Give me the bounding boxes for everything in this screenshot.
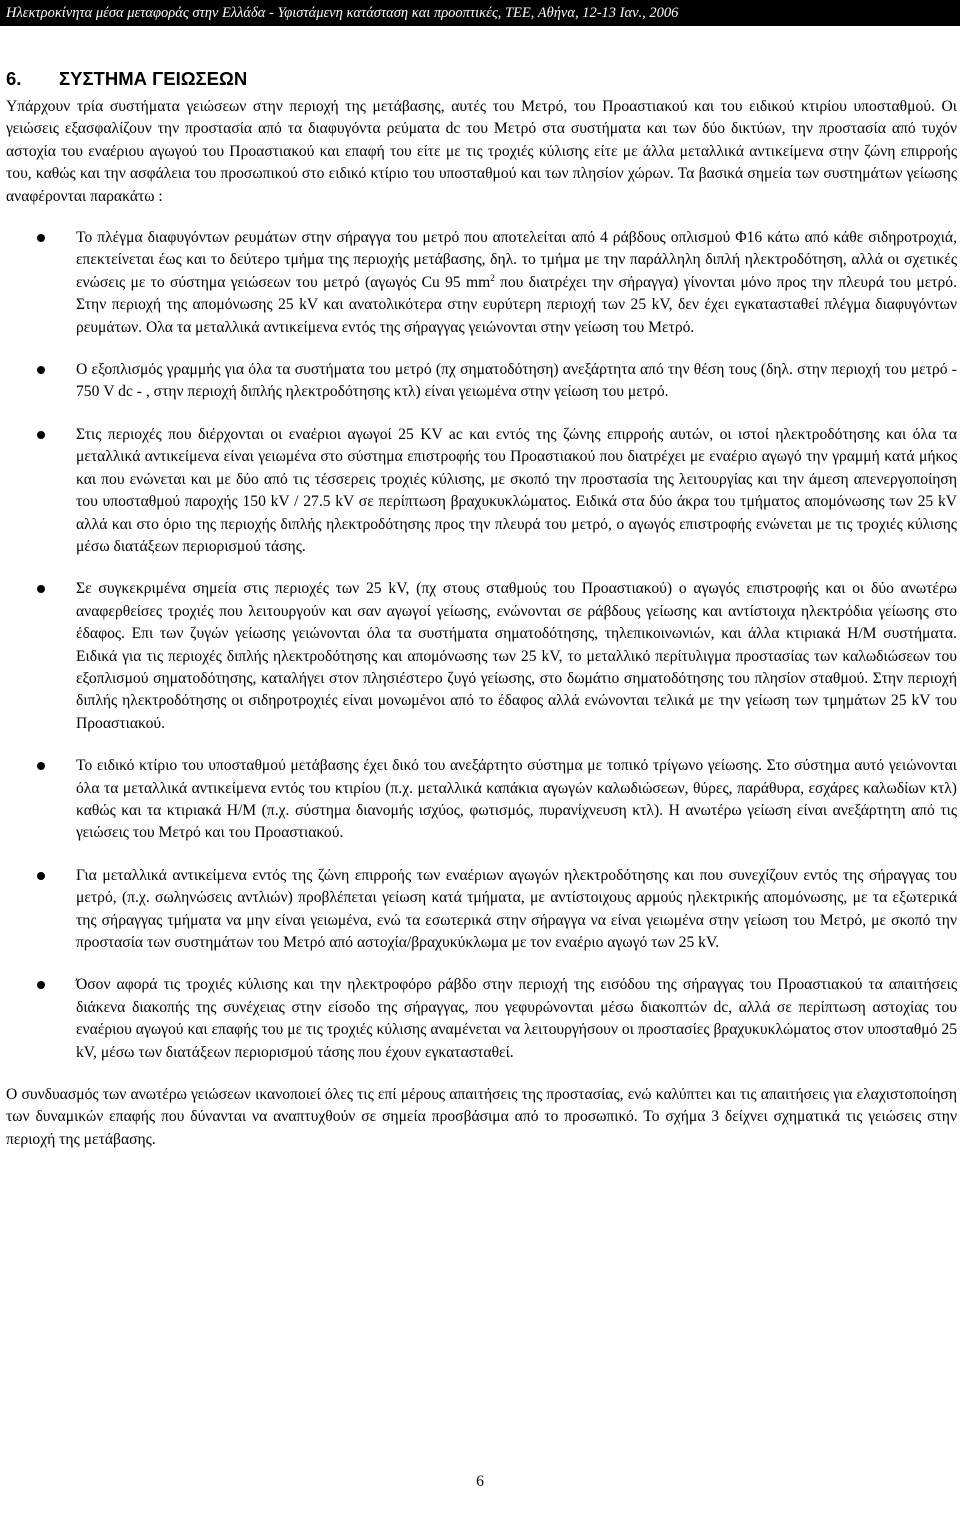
bullet-dot-icon <box>37 872 45 880</box>
bullet-text: Στις περιοχές που διέρχονται οι εναέριοι αγωγοί 25 KV ac και εντός της ζώνης επιρροής αυτών, οι ιστοί ηλεκτροδότησης και όλα τα μεταλλικά αντικείμενα είναι γειωμένα στο σύστημα επιστροφής του Προαστιακού που διατρέχει με εναέριο αγωγό την γραμμή κατά μήκος και που ενώνεται και με δύο από τις τέσσερεις τροχιές κύλισης, με σκοπό την προστασία της λειτουργίας και την άμεση απενεργοποίηση του υποσταθμού παροχής 150 kV / 27.5 kV σε περίπτωση βραχυκυκλώματος. Ειδικά στα δύο άκρα του τμήματος απομόνωσης των 25 kV αλλά και στο όριο της περιοχής διπλής ηλεκτροδότησης προς την πλευρά του μετρό, ο αγωγός επιστροφής ενώνεται με τις τροχιές κύλισης μέσω διατάξεων περιορισμού τάσης. <box>76 425 957 555</box>
bullet-list <box>6 227 957 1064</box>
page-number: 6 <box>476 1473 484 1490</box>
bullet-dot-icon <box>37 431 45 439</box>
closing-paragraph: Ο συνδυασμός των ανωτέρω γειώσεων ικανοποιεί όλες τις επί μέρους απαιτήσεις της προστασίας, ενώ καλύπτει και τις απαιτήσεις για ελαχιστοποίηση των δυναμικών επαφής που δύνανται να αναπτυχθούν σε σημεία προσβάσιμα από το προσωπικό. Το σχήμα 3 δείχνει σχηματικά τις γειώσεις στην περιοχή της μετάβασης. <box>6 1086 957 1148</box>
bullet-dot-icon <box>37 585 45 593</box>
bullet-item <box>6 578 957 735</box>
intro-paragraph: Υπάρχουν τρία συστήματα γειώσεων στην περιοχή της μετάβασης, αυτές του Μετρό, του Προαστιακού και του ειδικού κτιρίου υποσταθμού. Οι γειώσεις εξασφαλίζουν την προστασία από τα διαφυγόντα ρεύματα dc του Μετρό στα συστήματα και των δύο δικτύων, την προστασία από τυχόν αστοχία του εναέριου αγωγού του Προαστιακού και επαφή του είτε με τις τροχιές κύλισης είτε με άλλα μεταλλικά αντικείμενα στην ζώνη επιρροής του, καθώς και την ασφάλεια του προσωπικού στο ειδικό κτίριο του υποσταθμού και των πλησίον χώρων. Τα βασικά σημεία των συστημάτων γείωσης αναφέρονται παρακάτω : <box>6 98 957 205</box>
bullet-text: Σε συγκεκριμένα σημεία στις περιοχές των 25 kV, (πχ στους σταθμούς του Προαστιακού) ο αγωγός επιστροφής και οι δύο ανωτέρω αναφερθείσες τροχιές που λειτουργούν και σαν αγωγοί γείωσης, ενώνονται σε ράβδους γείωσης και αντίστοιχα ηλεκτρόδια γείωσης στο έδαφος. Επι των ζυγών γείωσης γειώνονται όλα τα συστήματα σηματοδότησης, τηλεπικοινωνιών, και άλλα κτιριακά Η/Μ συστήματα. Ειδικά για τις περιοχές διπλής ηλεκτροδότησης και απομόνωσης των 25 kV, το μεταλλικό περίτυλιγμα προστασίας των καλωδιώσεων του εξοπλισμού σηματοδότησης, καταλήγει στον πλησιέστερο ζυγό γείωσης, στο δωμάτιο σηματοδότησης του πλησίον σταθμού. Στην περιοχή διπλής ηλεκτροδότησης οι σιδηροτροχιές είναι μονωμένοι από το έδαφος αλλά ενώνονται τελικά με την γείωση των τμημάτων 25 kV του Προαστιακού. <box>76 580 957 732</box>
running-header: Ηλεκτροκίνητα μέσα μεταφοράς στην Ελλάδα - Υφιστάμενη κατάσταση και προοπτικές, ΤΕΕ, Αθήνα, 12-13 Ιαν., 2006 <box>0 0 960 26</box>
bullet-text <box>76 227 957 339</box>
bullet-item <box>6 359 957 404</box>
bullet-item <box>6 865 957 955</box>
bullet-item <box>6 424 957 558</box>
bullet-dot-icon <box>37 762 45 770</box>
bullet-dot-icon <box>37 234 45 242</box>
bullet-text: Όσον αφορά τις τροχιές κύλισης και την ηλεκτροφόρο ράβδο στην περιοχή της εισόδου της σήραγγας του Προαστιακού τα απαιτήσεις διάκενα διακοπής της συνέχειας στην είσοδο της σήραγγας, που γεφυρώνονται μέσω διακοπτών dc, αλλά σε περίπτωση αστοχίας του εναέριου αγωγού και επαφής του με τις τροχιές κύλισης αναμένεται να λειτουργήσουν οι προστασίες βραχυκυκλώματος στον υποσταθμό 25 kV, μέσω των διατάξεων περιορισμού τάσης που έχουν εγκατασταθεί. <box>76 976 957 1061</box>
bullet-item <box>6 755 957 845</box>
bullet-item <box>6 227 957 339</box>
bullet-item <box>6 974 957 1064</box>
superscript: 2 <box>490 272 495 283</box>
bullet-dot-icon <box>37 366 45 374</box>
bullet-text: Ο εξοπλισμός γραμμής για όλα τα συστήματα του μετρό (πχ σηματοδότηση) ανεξάρτητα από την θέση τους (δηλ. στην περιοχή του μετρό - 750 V dc - , στην περιοχή διπλής ηλεκτροδότησης κτλ) είναι γειωμένα στην γείωση του μετρό. <box>76 361 957 401</box>
section-title: ΣΥΣΤΗΜΑ ΓΕΙΩΣΕΩΝ <box>59 68 248 89</box>
bullet-text: Για μεταλλικά αντικείμενα εντός της ζώνη επιρροής των εναέριων αγωγών ηλεκτροδότησης και που συνεχίζουν εντός της σήραγγας του μετρό, (π.χ. σωληνώσεις αντλιών) προβλέπεται γείωση κατά τμήματα, με αντίστοιχους αρμούς ηλεκτρικής απομόνωσης, με τα εξωτερικά της σήραγγας τμήματα να μην είναι γειωμένα, ενώ τα εσωτερικά στην σήραγγα να είναι γειωμένα στην γείωση του Μετρό, με σκοπό την προστασία των συστημάτων του Μετρό από αστοχία/βραχυκύκλωμα με τον εναέριο αγωγό των 25 kV. <box>76 866 957 951</box>
section-heading <box>6 68 247 90</box>
bullet-dot-icon <box>37 981 45 989</box>
bullet-text: Το ειδικό κτίριο του υποσταθμού μετάβασης έχει δικό του ανεξάρτητο σύστημα με τοπικό τρίγωνο γείωσης. Στο σύστημα αυτό γειώνονται όλα τα μεταλλικά αντικείμενα εντός του κτιρίου (π.χ. μεταλλικά καπάκια αγωγών καλωδιώσεων, θύρες, παράθυρα, εσχάρες καλωδίων κτλ) καθώς και τα κτιριακά Η/Μ (π.χ. σύστημα διανομής ισχύος, φωτισμός, πυρανίχνευση κτλ). Η ανωτέρω γείωση είναι ανεξάρτητη από τις γειώσεις του Μετρό και του Προαστιακού. <box>76 757 957 842</box>
bullet-text-part: Το πλέγμα διαφυγόντων ρευμάτων στην σήραγγα του μετρό που αποτελείται από 4 ράβδους οπλισμού Φ16 κάτω από κάθε σιδηροτροχιά, επεκτείνεται έως και το δεύτερο τμήμα της περιοχής μετάβασης, δηλ. το τμήμα με την παράλληλη διπλή ηλεκτροδότηση, αλλά οι σχετικές ενώσεις με το σύστημα γειώσεων του μετρό (αγωγός Cu 95 mm <box>76 229 957 291</box>
body-content <box>6 96 957 1151</box>
bullet-text-part: που διατρέχει την σήραγγα) γίνονται μόνο προς την πλευρά του μετρό. Στην περιοχή της απομόνωσης 25 kV και ανατολικότερα στην ευρύτερη περιοχή των 25 kV, δεν έχει εγκατασταθεί πλέγμα διαφυγόντων ρευμάτων. Ολα τα μεταλλικά αντικείμενα εντός της σήραγγας γειώνονται στην γείωση του Μετρό. <box>76 273 957 336</box>
section-number: 6. <box>6 68 22 89</box>
